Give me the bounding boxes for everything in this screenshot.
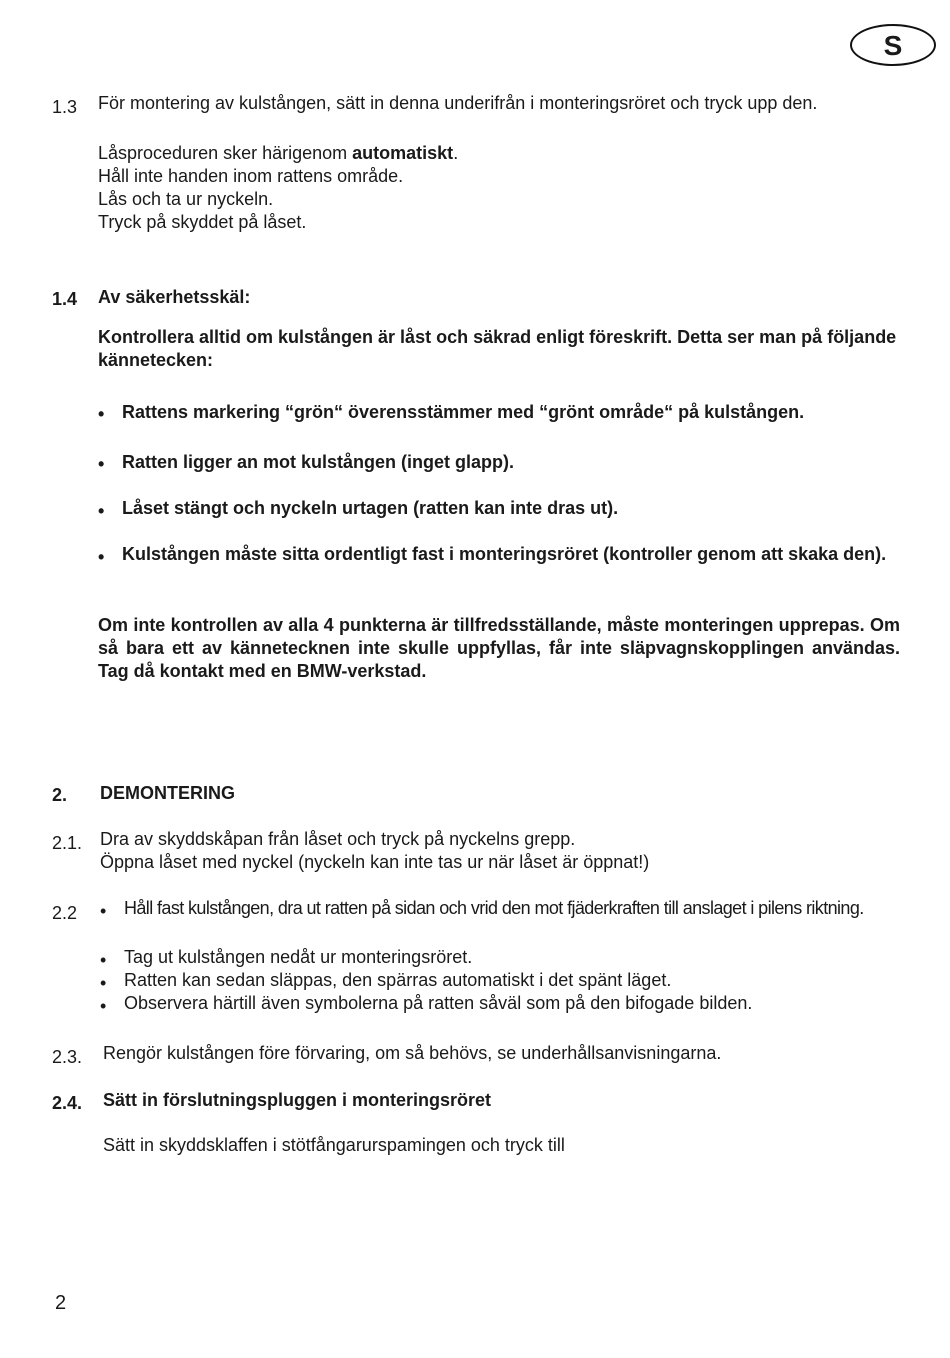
plug-heading: Sätt in förslutningspluggen i monteringsröret: [103, 1090, 492, 1110]
bullet-dot: •: [98, 454, 105, 474]
demount-bullet-2: Tag ut kulstången nedåt ur monteringsröret.: [124, 947, 473, 967]
section-2-1: [100, 828, 900, 874]
page-number: 2: [55, 1292, 67, 1314]
bullet-dot: •: [100, 973, 107, 993]
repeat-mounting-warning: Om inte kontrollen av alla 4 punkterna är tillfredsställande, måste monteringen upprepas. Om så bara ett av kännetecknen inte skulle uppfyllas, får inte släpvagnskopplingen användas. Tag då kontakt med en BMW-verkstad.: [98, 615, 900, 681]
safety-bullet-1: Rattens markering “grön“ överensstämmer med “grönt område“ på kulstången.: [122, 402, 805, 422]
bullet-dot: •: [100, 950, 107, 970]
section-number-1-3: 1.3: [52, 97, 78, 117]
bullet-dot: •: [100, 901, 107, 921]
lock-procedure-text: Låsproceduren sker härigenom: [98, 143, 353, 163]
section-number-2: 2.: [52, 785, 68, 805]
demount-bullet-1: Håll fast kulstången, dra ut ratten på sidan och vrid den mot fjäderkraften till anslaget i pilens riktning.: [124, 898, 864, 918]
plug-instruction: Sätt in skyddsklaffen i stötfångarurspamingen och tryck till: [103, 1135, 565, 1155]
safety-bullet-4: Kulstången måste sitta ordentligt fast i monteringsröret (kontroller genom att skaka den).: [122, 544, 887, 564]
section-number-2-3: 2.3.: [52, 1047, 83, 1067]
mounting-instruction: För montering av kulstången, sätt in denna underifrån i monteringsröret och tryck upp den.: [98, 93, 818, 113]
lock-procedure-emphasis: automatiskt: [352, 143, 454, 163]
section-number-1-4: 1.4: [52, 289, 78, 309]
bullet-dot: •: [100, 996, 107, 1016]
safety-bullet-3: Låset stängt och nyckeln urtagen (ratten kan inte dras ut).: [122, 498, 619, 518]
section-1-3: [98, 92, 898, 115]
demount-bullet-4: Observera härtill även symbolerna på ratten såväl som på den bifogade bilden.: [124, 993, 753, 1013]
press-cover-line: Tryck på skyddet på låset.: [98, 212, 307, 232]
open-lock-line: Öppna låset med nyckel (nyckeln kan inte tas ur när låset är öppnat!): [100, 852, 650, 872]
bullet-dot: •: [98, 404, 105, 424]
lock-procedure-suffix: .: [453, 143, 459, 163]
language-badge: S: [850, 24, 936, 66]
section-number-2-2: 2.2: [52, 903, 78, 923]
safety-bullet-2: Ratten ligger an mot kulstången (inget glapp).: [122, 452, 515, 472]
safety-check-paragraph: Kontrollera alltid om kulstången är låst och säkrad enligt föreskrift. Detta ser man på följande kännetecken:: [98, 327, 897, 370]
section-number-2-1: 2.1.: [52, 833, 83, 853]
demounting-heading: DEMONTERING: [100, 783, 235, 803]
hand-warning: Håll inte handen inom rattens område.: [98, 166, 404, 186]
lock-procedure-line: [98, 142, 898, 165]
demount-bullet-3: Ratten kan sedan släppas, den spärras automatiskt i det spänt läget.: [124, 970, 672, 990]
section-1-3-details: [98, 142, 898, 234]
bullet-dot: •: [98, 501, 105, 521]
section-1-4-heading: Av säkerhetsskäl:: [98, 287, 251, 307]
bullet-dot: •: [98, 547, 105, 567]
section-number-2-4: 2.4.: [52, 1093, 83, 1113]
cleaning-instruction: Rengör kulstången före förvaring, om så behövs, se underhållsanvisningarna.: [103, 1043, 722, 1063]
lock-key-line: Lås och ta ur nyckeln.: [98, 189, 274, 209]
remove-cap-line: Dra av skyddskåpan från låset och tryck på nyckelns grepp.: [100, 829, 576, 849]
